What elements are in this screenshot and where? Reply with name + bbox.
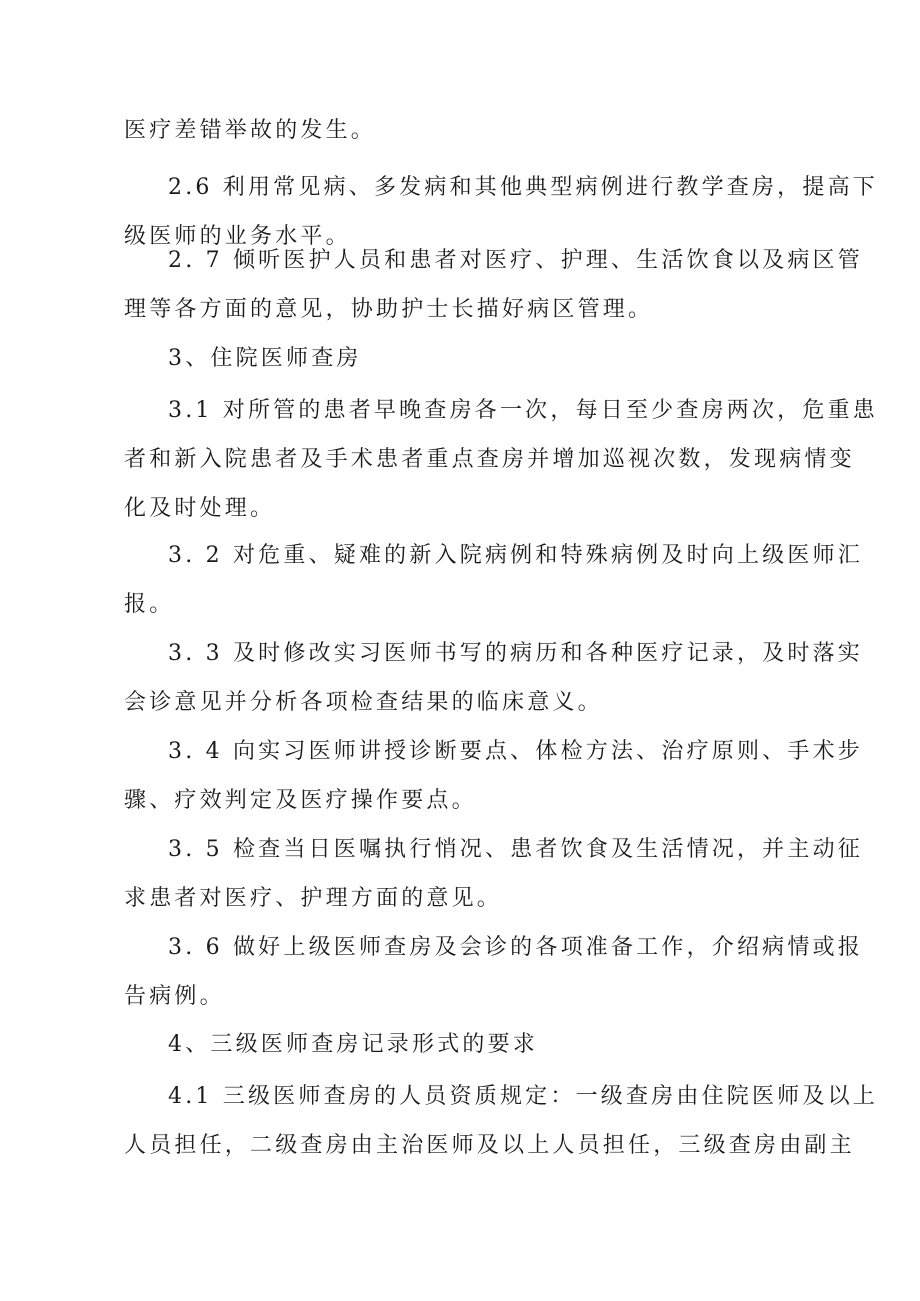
paragraph-3-6 (124, 923, 863, 1021)
text-line: 3. 4 向实习医师讲授诊断要点、体检方法、治疗原则、手术步 (168, 739, 863, 764)
text-line: 3. 2 对危重、疑难的新入院病例和特殊病例及时向上级医师汇 (168, 543, 863, 568)
paragraph-3-1 (124, 386, 878, 533)
heading-line: 4、三级医师查房记录形式的要求 (168, 1032, 538, 1057)
text-line: 求患者对医疗、护理方面的意见。 (124, 886, 503, 911)
paragraph-3-4 (124, 727, 863, 825)
text-line: 3. 3 及时修改实习医师书写的病历和各种医疗记录，及时落实 (168, 641, 863, 666)
text-line: 3. 5 检查当日医嘱执行悄况、患者饮食及生活情况，并主动征 (168, 837, 863, 862)
section-heading-3 (124, 334, 804, 383)
text-line: 2. 7 倾听医护人员和患者对医疗、护理、生活饮食以及病区管 (168, 248, 863, 273)
text-line: 者和新入院患者及手术患者重点查房并增加巡视次数，发现病情变 (124, 447, 855, 472)
text-line: 告病例。 (124, 984, 225, 1009)
text-line: 3.1 对所管的患者早晚查房各一次，每日至少查房两次，危重患 (168, 398, 878, 423)
text-line: 理等各方面的意见，协助护士长描好病区管理。 (124, 297, 654, 322)
text-line: 3. 6 做好上级医师查房及会诊的各项准备工作，介绍病情或报 (168, 935, 863, 960)
paragraph-continuation (124, 106, 804, 155)
paragraph-2-7 (124, 236, 863, 334)
paragraph-3-5 (124, 825, 863, 923)
heading-line: 3、住院医师查房 (168, 346, 362, 371)
text-line: 4.1 三级医师查房的人员资质规定：一级查房由住院医师及以上 (168, 1084, 878, 1109)
text-line: 骤、疗效判定及医疗操作要点。 (124, 788, 477, 813)
text-line: 报。 (124, 592, 175, 617)
text-line: 级医师的业务水平。 (124, 224, 351, 249)
text-line: 医疗差错举故的发生。 (124, 118, 377, 143)
text-line: 人员担任，二级查房由主治医师及以上人员担任，三级查房由副主 (124, 1133, 855, 1158)
text-line: 2.6 利用常见病、多发病和其他典型病例进行教学查房，提高下 (168, 175, 878, 200)
text-line: 化及时处理。 (124, 496, 276, 521)
paragraph-4-1 (124, 1072, 878, 1170)
section-heading-4 (124, 1020, 804, 1069)
text-line: 会诊意见并分析各项检查结果的临床意义。 (124, 690, 603, 715)
paragraph-3-3 (124, 629, 863, 727)
paragraph-3-2 (124, 531, 863, 629)
